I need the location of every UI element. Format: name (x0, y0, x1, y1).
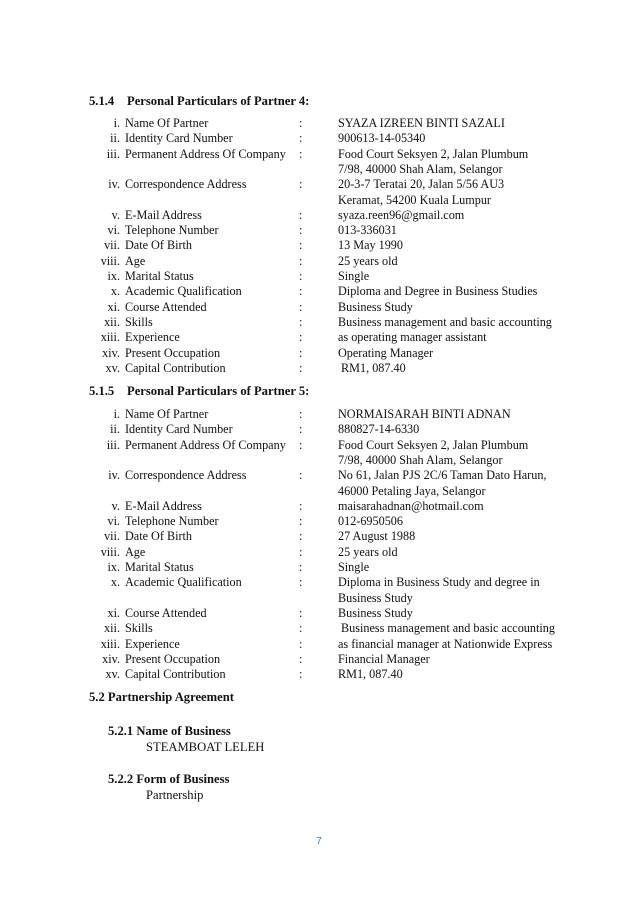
field-label: Course Attended (125, 299, 207, 314)
table-row (0, 162, 638, 177)
item-numeral: v. (111, 498, 120, 513)
field-label: Age (125, 253, 146, 268)
field-value: Business Study (338, 605, 413, 620)
field-label: Experience (125, 636, 180, 651)
table-row (0, 621, 638, 636)
table-row (0, 300, 638, 315)
field-value: as financial manager at Nationwide Express (338, 636, 553, 651)
field-value: No 61, Jalan PJS 2C/6 Taman Dato Harun, (338, 468, 547, 483)
item-numeral: iv. (108, 177, 120, 192)
item-numeral: iv. (108, 468, 120, 483)
partner5-heading (89, 384, 309, 399)
item-numeral: viii. (100, 544, 120, 559)
table-row (0, 606, 638, 621)
field-separator: : (299, 514, 303, 529)
table-row (0, 438, 638, 453)
field-separator: : (299, 131, 303, 146)
field-separator: : (299, 605, 303, 620)
item-numeral: ii. (110, 422, 120, 437)
page-number: 7 (316, 836, 322, 847)
field-value: Financial Manager (338, 651, 430, 666)
table-row (0, 453, 638, 468)
table-row (0, 116, 638, 131)
field-label: Identity Card Number (125, 422, 233, 437)
item-numeral: xiii. (100, 330, 120, 345)
field-separator: : (299, 621, 303, 636)
item-numeral: x. (110, 575, 120, 590)
table-row (0, 177, 638, 192)
field-label: Present Occupation (125, 345, 221, 360)
field-value: Single (338, 560, 370, 574)
field-value: 20-3-7 Teratai 20, Jalan 5/56 AU3 (338, 177, 505, 192)
field-value: Business management and basic accounting (338, 314, 552, 329)
field-label: Age (125, 544, 146, 559)
table-row (0, 284, 638, 299)
table-row (0, 238, 638, 253)
field-separator: : (299, 345, 303, 360)
field-label: Telephone Number (125, 514, 219, 529)
field-separator: : (299, 636, 303, 651)
field-value: 7/98, 40000 Shah Alam, Selangor (338, 452, 503, 467)
item-numeral: xi. (107, 299, 120, 314)
field-separator: : (299, 667, 303, 682)
name-of-business-heading: 5.2.1 Name of Business (108, 724, 231, 738)
field-separator: : (299, 116, 303, 130)
field-separator: : (299, 314, 303, 329)
item-numeral: iii. (106, 146, 120, 161)
table-row (0, 254, 638, 269)
field-separator: : (299, 468, 303, 483)
field-label: Permanent Address Of Company (125, 437, 286, 452)
field-value: Diploma and Degree in Business Studies (338, 284, 538, 299)
field-label: Correspondence Address (125, 177, 247, 192)
field-separator: : (299, 177, 303, 192)
field-value: 25 years old (338, 544, 398, 559)
table-row (0, 208, 638, 223)
field-separator: : (299, 651, 303, 666)
table-row (0, 361, 638, 376)
table-row (0, 575, 638, 590)
field-value: RM1, 087.40 (338, 360, 406, 375)
field-separator: : (299, 269, 303, 283)
table-row (0, 193, 638, 208)
field-label: Permanent Address Of Company (125, 146, 286, 161)
item-numeral: xi. (107, 605, 120, 620)
field-value: Business Study (338, 590, 413, 605)
field-value: SYAZA IZREEN BINTI SAZALI (338, 116, 505, 130)
field-value: Single (338, 269, 370, 283)
item-numeral: vi. (107, 514, 120, 529)
field-value: Business Study (338, 299, 413, 314)
field-value: 7/98, 40000 Shah Alam, Selangor (338, 161, 503, 176)
field-value: Operating Manager (338, 345, 434, 360)
table-row (0, 652, 638, 667)
field-value: NORMAISARAH BINTI ADNAN (338, 407, 511, 421)
field-label: Marital Status (125, 560, 194, 574)
field-label: Skills (125, 621, 153, 636)
field-separator: : (299, 284, 303, 299)
field-label: Name Of Partner (125, 116, 209, 130)
field-value: RM1, 087.40 (338, 667, 403, 682)
field-value: 900613-14-05340 (338, 131, 426, 146)
field-separator: : (299, 407, 303, 421)
field-value: 880827-14-6330 (338, 422, 420, 437)
field-value: 013-336031 (338, 223, 397, 238)
name-of-business-value: STEAMBOAT LELEH (146, 740, 265, 754)
table-row (0, 346, 638, 361)
field-label: E-Mail Address (125, 498, 202, 513)
section-title: Personal Particulars of Partner 4: (127, 94, 310, 108)
field-label: Date Of Birth (125, 529, 193, 544)
section-number: 5.1.4 (89, 94, 115, 108)
field-value: Food Court Seksyen 2, Jalan Plumbum (338, 437, 529, 452)
field-separator: : (299, 238, 303, 253)
field-value: Diploma in Business Study and degree in (338, 575, 540, 590)
section-number: 5.1.5 (89, 384, 115, 398)
item-numeral: ii. (110, 131, 120, 146)
field-separator: : (299, 146, 303, 161)
table-row (0, 667, 638, 682)
field-label: Identity Card Number (125, 131, 233, 146)
field-separator: : (299, 253, 303, 268)
field-separator: : (299, 498, 303, 513)
field-label: Academic Qualification (125, 575, 242, 590)
field-label: Skills (125, 314, 153, 329)
table-row (0, 514, 638, 529)
table-row (0, 637, 638, 652)
field-separator: : (299, 330, 303, 345)
field-label: Experience (125, 330, 180, 345)
form-of-business-heading: 5.2.2 Form of Business (108, 772, 230, 786)
table-row (0, 407, 638, 422)
table-row (0, 499, 638, 514)
item-numeral: v. (111, 207, 120, 222)
field-separator: : (299, 299, 303, 314)
field-value: maisarahadnan@hotmail.com (338, 498, 484, 513)
field-separator: : (299, 437, 303, 452)
item-numeral: x. (110, 284, 120, 299)
field-separator: : (299, 207, 303, 222)
field-value: 25 years old (338, 253, 398, 268)
table-row (0, 422, 638, 437)
item-numeral: vii. (104, 529, 120, 544)
partner4-heading (89, 94, 309, 109)
item-numeral: xv. (105, 360, 120, 375)
table-row (0, 560, 638, 575)
field-value: as operating manager assistant (338, 330, 487, 345)
field-separator: : (299, 529, 303, 544)
item-numeral: ix. (107, 269, 120, 283)
table-row (0, 484, 638, 499)
field-value: 46000 Petaling Jaya, Selangor (338, 483, 486, 498)
item-numeral: vi. (107, 223, 120, 238)
item-numeral: xiv. (102, 345, 120, 360)
form-of-business-value: Partnership (146, 788, 204, 802)
table-row (0, 468, 638, 483)
field-label: Capital Contribution (125, 360, 226, 375)
item-numeral: xv. (105, 667, 120, 682)
table-row (0, 545, 638, 560)
table-row (0, 315, 638, 330)
field-separator: : (299, 422, 303, 437)
field-separator: : (299, 560, 303, 574)
item-numeral: xiv. (102, 651, 120, 666)
field-value: 012-6950506 (338, 514, 403, 529)
field-label: E-Mail Address (125, 207, 202, 222)
item-numeral: iii. (106, 437, 120, 452)
item-numeral: xiii. (100, 636, 120, 651)
item-numeral: vii. (104, 238, 120, 253)
field-value: 27 August 1988 (338, 529, 416, 544)
table-row (0, 529, 638, 544)
section-title: Personal Particulars of Partner 5: (127, 384, 310, 398)
item-numeral: xii. (104, 621, 120, 636)
field-value: Keramat, 54200 Kuala Lumpur (338, 192, 491, 207)
table-row (0, 147, 638, 162)
item-numeral: xii. (104, 314, 120, 329)
field-label: Academic Qualification (125, 284, 242, 299)
field-separator: : (299, 223, 303, 238)
field-label: Course Attended (125, 605, 207, 620)
field-value: Business management and basic accounting (338, 621, 555, 636)
field-value: syaza.reen96@gmail.com (338, 207, 465, 222)
item-numeral: i. (113, 407, 120, 421)
item-numeral: viii. (100, 253, 120, 268)
table-row (0, 591, 638, 606)
table-row (0, 330, 638, 345)
table-row (0, 269, 638, 284)
field-label: Name Of Partner (125, 407, 209, 421)
field-separator: : (299, 360, 303, 375)
field-value: 13 May 1990 (338, 238, 403, 253)
item-numeral: i. (113, 116, 120, 130)
field-label: Marital Status (125, 269, 194, 283)
field-separator: : (299, 575, 303, 590)
field-value: Food Court Seksyen 2, Jalan Plumbum (338, 146, 529, 161)
field-label: Correspondence Address (125, 468, 247, 483)
field-label: Telephone Number (125, 223, 219, 238)
table-row (0, 131, 638, 146)
field-label: Capital Contribution (125, 667, 226, 682)
table-row (0, 223, 638, 238)
field-label: Date Of Birth (125, 238, 193, 253)
field-separator: : (299, 544, 303, 559)
field-label: Present Occupation (125, 651, 221, 666)
partnership-agreement-heading: 5.2 Partnership Agreement (89, 690, 234, 704)
item-numeral: ix. (107, 560, 120, 574)
